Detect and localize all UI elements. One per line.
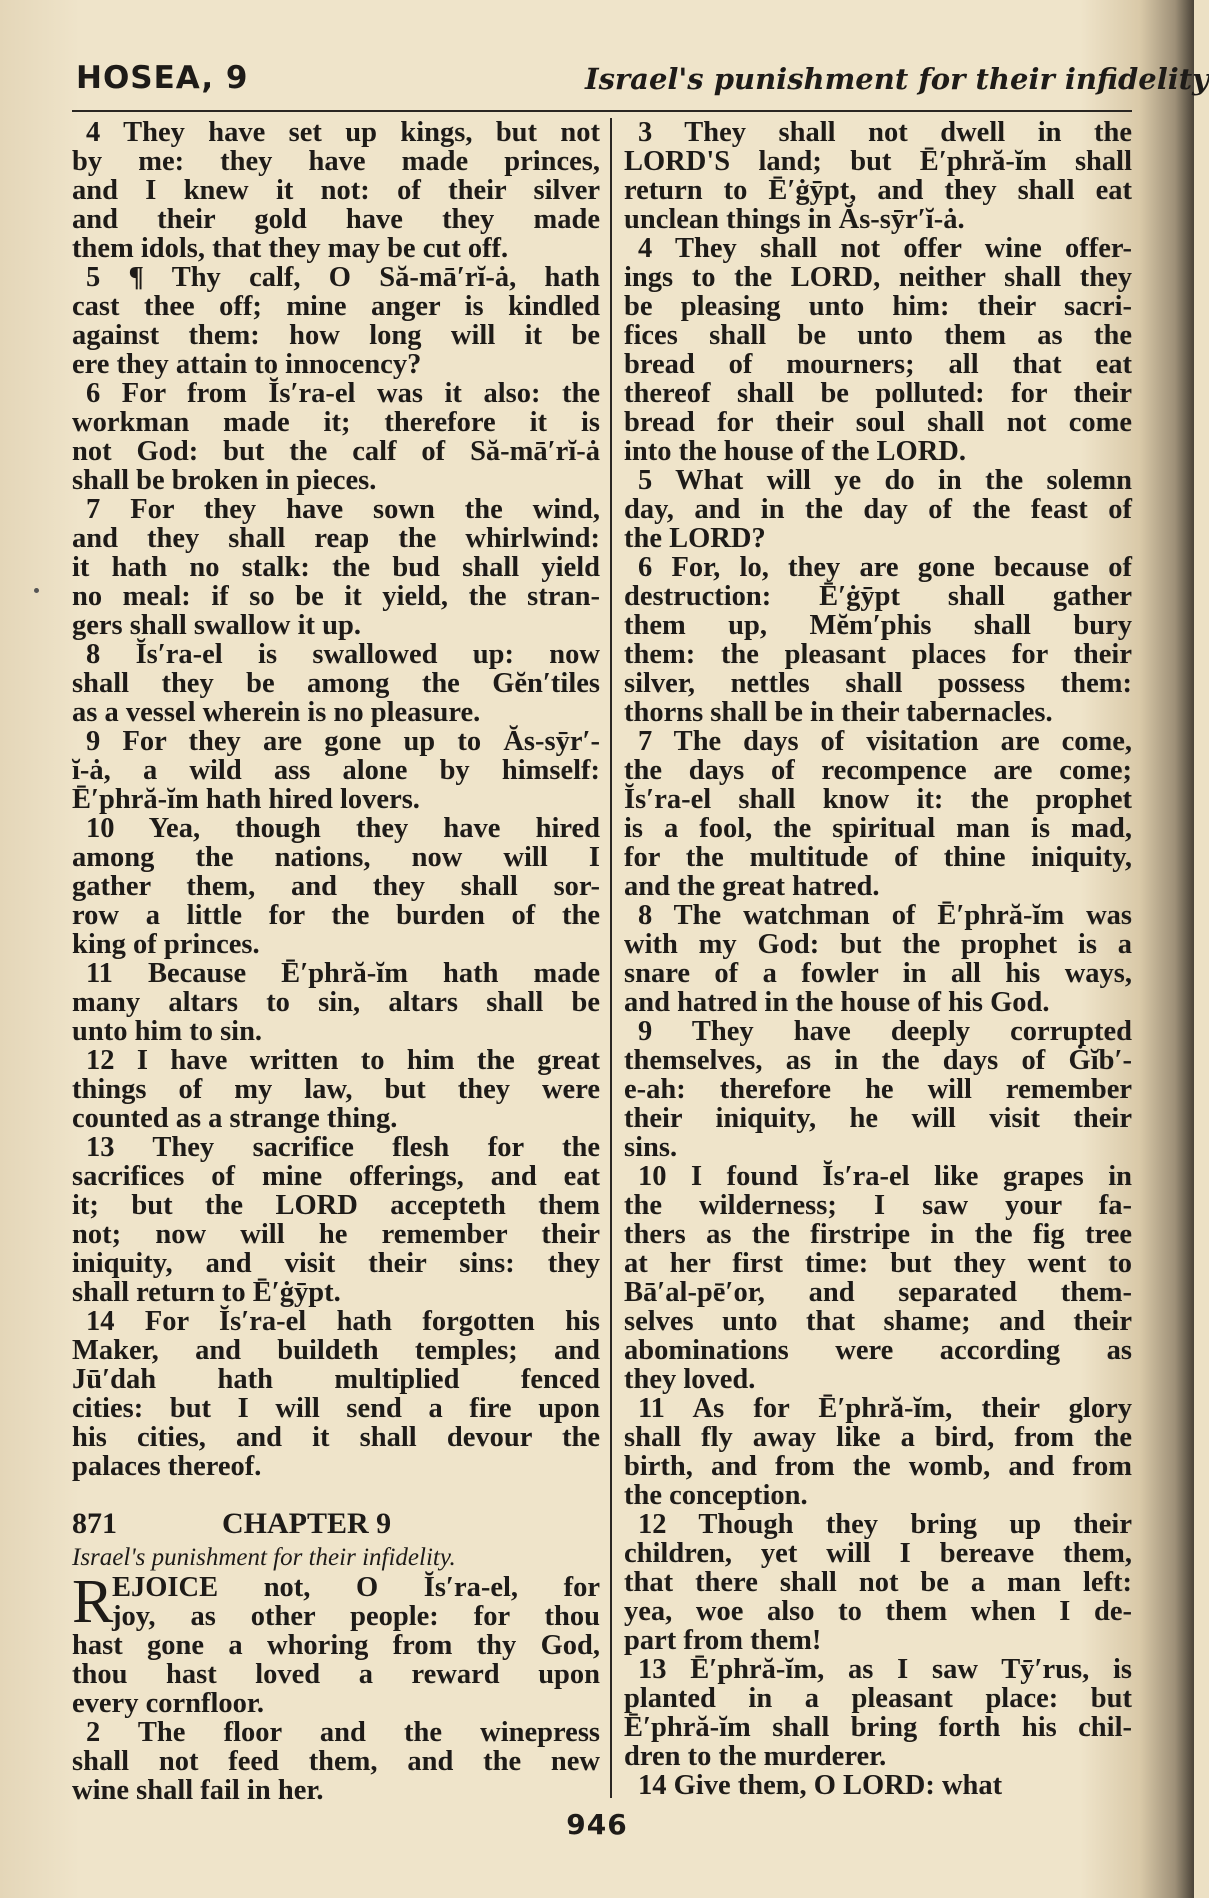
drop-cap: R xyxy=(72,1568,114,1636)
text-line: e-ah: therefore he will remember xyxy=(624,1074,1132,1105)
text-line: day, and in the day of the feast of xyxy=(624,494,1132,525)
text-line: cities: but I will send a fire upon xyxy=(72,1393,600,1424)
text-line: into the house of the LORD. xyxy=(624,436,967,467)
text-line: EJOICE not, O Ĭs′ra-el, for xyxy=(112,1572,600,1603)
text-line: thou hast loved a reward upon xyxy=(72,1659,600,1690)
text-line: with my God: but the prophet is a xyxy=(624,929,1132,960)
chapter-spacer xyxy=(72,1481,600,1509)
text-line: yea, woe also to them when I de- xyxy=(624,1596,1132,1627)
text-line: bread of mourners; all that eat xyxy=(624,349,1132,380)
text-line: 8 The watchman of Ē′phră-ĭm was xyxy=(638,900,1132,931)
text-line: it hath no stalk: the bud shall yield xyxy=(72,552,600,583)
text-line: 12 Though they bring up their xyxy=(638,1509,1132,1540)
text-line: snare of a fowler in all his ways, xyxy=(624,958,1132,989)
chapter-heading: CHAPTER 9 xyxy=(222,1507,392,1540)
text-line: 10 I found Ĭs′ra-el like grapes in xyxy=(638,1161,1132,1192)
text-line: not; now will he remember their xyxy=(72,1219,600,1250)
text-line: the days of recompence are come; xyxy=(624,755,1132,786)
text-line: it; but the LORD accepteth them xyxy=(72,1190,600,1221)
text-line: 9 They have deeply corrupted xyxy=(638,1016,1132,1047)
page-number: 946 xyxy=(566,1808,628,1841)
text-line: 8 Ĭs′ra-el is swallowed up: now xyxy=(86,639,600,670)
text-line: be pleasing unto him: their sacri- xyxy=(624,291,1132,322)
text-line: wine shall fail in her. xyxy=(72,1775,324,1806)
text-line: 6 For, lo, they are gone because of xyxy=(638,552,1132,583)
margin-mark xyxy=(34,588,39,593)
text-line: and they shall reap the whirlwind: xyxy=(72,523,600,554)
text-line: abominations were according as xyxy=(624,1335,1132,1366)
text-line: 5 What will ye do in the solemn xyxy=(638,465,1132,496)
text-line: ings to the LORD, neither shall they xyxy=(624,262,1132,293)
text-line: 9 For they are gone up to Ăs-sȳr′- xyxy=(86,726,600,757)
text-line: and their gold have they made xyxy=(72,204,600,235)
text-line: return to Ē′ġȳpt, and they shall eat xyxy=(624,175,1132,206)
text-line: Bā′al-pē′or, and separated them- xyxy=(624,1277,1132,1308)
text-line: ere they attain to innocency? xyxy=(72,349,422,380)
text-line: the wilderness; I saw your fa- xyxy=(624,1190,1132,1221)
text-line: Jū′dah hath multiplied fenced xyxy=(72,1364,600,1395)
text-line: 14 For Ĭs′ra-el hath forgotten his xyxy=(86,1306,600,1337)
text-line: Ĭs′ra-el shall know it: the prophet xyxy=(624,784,1132,815)
text-line: 12 I have written to him the great xyxy=(86,1045,600,1076)
text-line: by me: they have made princes, xyxy=(72,146,600,177)
text-line: 11 As for Ē′phră-ĭm, their glory xyxy=(638,1393,1132,1424)
text-line: hast gone a whoring from thy God, xyxy=(72,1630,600,1661)
text-line: them idols, that they may be cut off. xyxy=(72,233,509,264)
text-line: shall not feed them, and the new xyxy=(72,1746,600,1777)
text-line: palaces thereof. xyxy=(72,1451,262,1482)
text-line: 2 The floor and the winepress xyxy=(86,1717,600,1748)
text-line: iniquity, and visit their sins: they xyxy=(72,1248,600,1279)
text-line: every cornfloor. xyxy=(72,1688,265,1719)
text-line: sins. xyxy=(624,1132,678,1163)
running-head-book: HOSEA, 9 xyxy=(76,60,249,96)
text-line: 6 For from Ĭs′ra-el was it also: the xyxy=(86,378,600,409)
left-column xyxy=(72,118,600,1805)
text-line: part from them! xyxy=(624,1625,822,1656)
text-line: unclean things in Ăs-sȳr′ĭ-ȧ. xyxy=(624,204,965,235)
text-line: thorns shall be in their tabernacles. xyxy=(624,697,1053,728)
text-line: they loved. xyxy=(624,1364,756,1395)
text-line: against them: how long will it be xyxy=(72,320,600,351)
text-line: not God: but the calf of Să-mā′rĭ-ȧ xyxy=(72,436,600,467)
text-line: sacrifices of mine offerings, and eat xyxy=(72,1161,600,1192)
text-line: and hatred in the house of his God. xyxy=(624,987,1050,1018)
text-line: shall be broken in pieces. xyxy=(72,465,377,496)
text-line: among the nations, now will I xyxy=(72,842,600,873)
text-line: 3 They shall not dwell in the xyxy=(638,117,1132,148)
running-head-topic: Israel's punishment for their infidelity xyxy=(585,62,1209,96)
chapter-subtitle: Israel's punishment for their infidelity. xyxy=(72,1544,456,1571)
text-line: as a vessel wherein is no pleasure. xyxy=(72,697,481,728)
text-line: thers as the firstripe in the fig tree xyxy=(624,1219,1132,1250)
text-line: fices shall be unto them as the xyxy=(624,320,1132,351)
text-line: them up, Mĕm′phis shall bury xyxy=(624,610,1132,641)
text-line: their iniquity, he will visit their xyxy=(624,1103,1132,1134)
text-line: king of princes. xyxy=(72,929,260,960)
text-line: his cities, and it shall devour the xyxy=(72,1422,600,1453)
chapter-marker: 871 xyxy=(72,1507,117,1540)
text-line: things of my law, but they were xyxy=(72,1074,600,1105)
text-line: selves unto that shame; and their xyxy=(624,1306,1132,1337)
text-line: 5 ¶ Thy calf, O Să-mā′rĭ-ȧ, hath xyxy=(86,262,600,293)
left-column-verses xyxy=(72,118,600,1481)
text-line: row a little for the burden of the xyxy=(72,900,600,931)
text-line: 7 For they have sown the wind, xyxy=(86,494,600,525)
text-line: 14 Give them, O LORD: what xyxy=(638,1770,1003,1801)
text-line: planted in a pleasant place: but xyxy=(624,1683,1132,1714)
text-line: Ē′phră-ĭm hath hired lovers. xyxy=(72,784,420,815)
text-line: at her first time: but they went to xyxy=(624,1248,1132,1279)
text-line: destruction: Ē′ġȳpt shall gather xyxy=(624,581,1132,612)
text-line: birth, and from the womb, and from xyxy=(624,1451,1132,1482)
chapter-opening-verses xyxy=(72,1568,600,1806)
text-line: that there shall not be a man left: xyxy=(624,1567,1132,1598)
text-line: is a fool, the spiritual man is mad, xyxy=(624,813,1132,844)
text-line: workman made it; therefore it is xyxy=(72,407,600,438)
text-line: many altars to sin, altars shall be xyxy=(72,987,600,1018)
text-line: thereof shall be polluted: for their xyxy=(624,378,1132,409)
text-line: 13 They sacrifice flesh for the xyxy=(86,1132,600,1163)
text-line: shall return to Ē′ġȳpt. xyxy=(72,1277,341,1308)
header-rule xyxy=(72,110,1132,112)
text-line: 13 Ē′phră-ĭm, as I saw Tȳ′rus, is xyxy=(638,1654,1132,1685)
text-line: ĭ-ȧ, a wild ass alone by himself: xyxy=(72,755,600,786)
text-line: counted as a strange thing. xyxy=(72,1103,398,1134)
text-line: LORD'S land; but Ē′phră-ĭm shall xyxy=(624,146,1132,177)
text-line: themselves, as in the days of Ġĭb′- xyxy=(624,1045,1132,1076)
text-line: children, yet will I bereave them, xyxy=(624,1538,1132,1569)
text-line: gers shall swallow it up. xyxy=(72,610,361,641)
text-line: them: the pleasant places for their xyxy=(624,639,1132,670)
text-line: 4 They shall not offer wine offer- xyxy=(638,233,1132,264)
chapter-heading-line xyxy=(72,1509,600,1543)
text-line: and the great hatred. xyxy=(624,871,880,902)
text-line: Ē′phră-ĭm shall bring forth his chil- xyxy=(624,1712,1132,1743)
right-column xyxy=(624,118,1132,1800)
text-line: no meal: if so be it yield, the stran- xyxy=(72,581,600,612)
text-line: 10 Yea, though they have hired xyxy=(86,813,600,844)
chapter-opening xyxy=(72,1568,600,1806)
text-line: for the multitude of thine iniquity, xyxy=(624,842,1132,873)
text-line: the LORD? xyxy=(624,523,766,554)
right-column-verses xyxy=(624,118,1132,1800)
text-line: 11 Because Ē′phră-ĭm hath made xyxy=(86,958,600,989)
text-line: 4 They have set up kings, but not xyxy=(86,117,600,148)
text-line: dren to the murderer. xyxy=(624,1741,887,1772)
column-divider xyxy=(610,118,612,1798)
text-line: bread for their soul shall not come xyxy=(624,407,1132,438)
text-line: shall fly away like a bird, from the xyxy=(624,1422,1132,1453)
text-line: Maker, and buildeth temples; and xyxy=(72,1335,600,1366)
text-line: the conception. xyxy=(624,1480,808,1511)
text-line: cast thee off; mine anger is kindled xyxy=(72,291,600,322)
text-line: joy, as other people: for thou xyxy=(112,1601,600,1632)
text-line: and I knew it not: of their silver xyxy=(72,175,600,206)
text-line: gather them, and they shall sor- xyxy=(72,871,600,902)
text-line: 7 The days of visitation are come, xyxy=(638,726,1132,757)
text-line: shall they be among the Gĕn′tiles xyxy=(72,668,600,699)
text-line: unto him to sin. xyxy=(72,1016,263,1047)
text-line: silver, nettles shall possess them: xyxy=(624,668,1132,699)
